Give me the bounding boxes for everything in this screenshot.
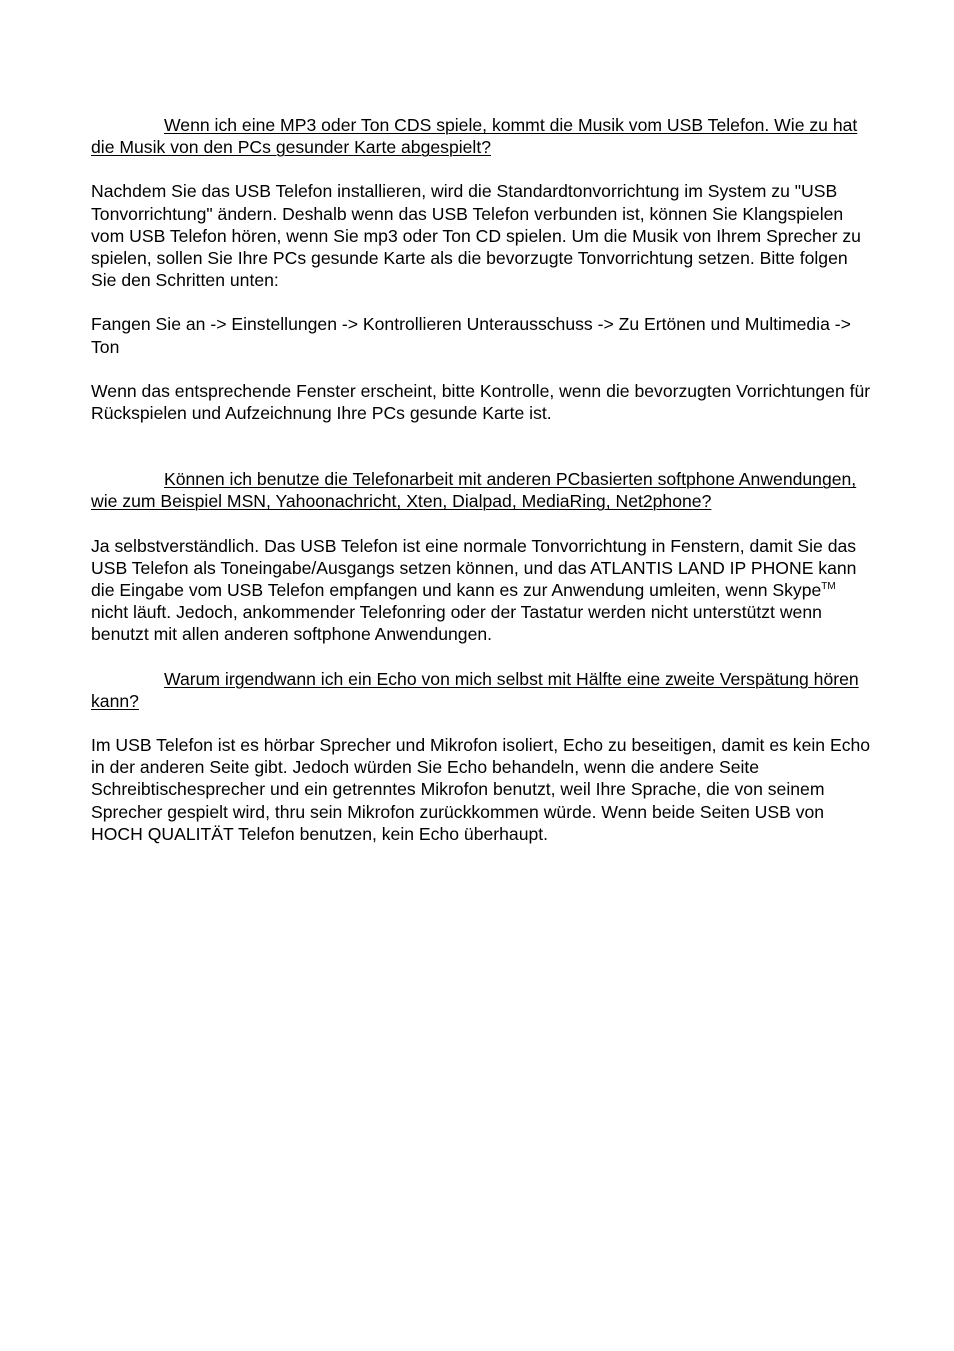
- faq-question-softphone-compatibility: Können ich benutze die Telefonarbeit mit anderen PCbasierten softphone Anwendungen, wie zum Beispiel MSN, Yahoonachricht, Xten, Dialpad, MediaRing, Net2phone?: [91, 469, 857, 512]
- faq-question-echo: Warum irgendwann ich ein Echo von mich selbst mit Hälfte eine zweite Verspätung hören kann?: [91, 668, 859, 711]
- faq-answer-paragraph: Nachdem Sie das USB Telefon installieren, wird die Standardtonvorrichtung im System zu "USB Tonvorrichtung" ändern. Deshalb wenn das USB Telefon verbunden ist, können Sie Klangspielen vom USB Telefon hören, wenn Sie mp3 oder Ton CD spielen. Um die Musik von Ihrem Sprecher zu spielen, sollen Sie Ihre PCs gesunde Karte als die bevorzugte Tonvorrichtung setzen. Bitte folgen Sie den Schritten unten:: [91, 181, 861, 291]
- faq-answer-paragraph: [91, 535, 871, 646]
- faq-question-music-playback: Wenn ich eine MP3 oder Ton CDS spiele, kommt die Musik vom USB Telefon. Wie zu hat die Musik von den PCs gesunder Karte abgespielt?: [91, 115, 858, 158]
- answer-text-part: nicht läuft. Jedoch, ankommender Telefonring oder der Tastatur werden nicht unterstützt wenn benutzt mit allen anderen softphone Anwendungen.: [91, 602, 822, 645]
- faq-answer-paragraph: Im USB Telefon ist es hörbar Sprecher und Mikrofon isoliert, Echo zu beseitigen, damit es kein Echo in der anderen Seite gibt. Jedoch würden Sie Echo behandeln, wenn die andere Seite Schreibtischesprecher und ein getrenntes Mikrofon benutzt, weil Ihre Sprache, die von seinem Sprecher gespielt wird, thru sein Mikrofon zurückkommen würde. Wenn beide Seiten USB von HOCH QUALITÄT Telefon benutzen, kein Echo überhaupt.: [91, 735, 871, 844]
- trademark-mark: TM: [821, 581, 836, 593]
- document-page: [91, 114, 871, 867]
- answer-text-part: Ja selbstverständlich. Das USB Telefon ist eine normale Tonvorrichtung in Fenstern, damit Sie das USB Telefon als Toneingabe/Ausgangs setzen können, und das ATLANTIS LAND IP PHONE kann die Eingabe vom USB Telefon empfangen und kann es zur Anwendung umleiten, wenn Skype: [91, 535, 857, 601]
- faq-answer-paragraph: Wenn das entsprechende Fenster erscheint, bitte Kontrolle, wenn die bevorzugten Vorrichtungen für Rückspielen und Aufzeichnung Ihre PCs gesunde Karte ist.: [91, 380, 871, 424]
- faq-answer-settings-path: Fangen Sie an -> Einstellungen -> Kontrollieren Unterausschuss -> Zu Ertönen und Multimedia -> Ton: [91, 314, 851, 357]
- section-gap: [91, 446, 871, 468]
